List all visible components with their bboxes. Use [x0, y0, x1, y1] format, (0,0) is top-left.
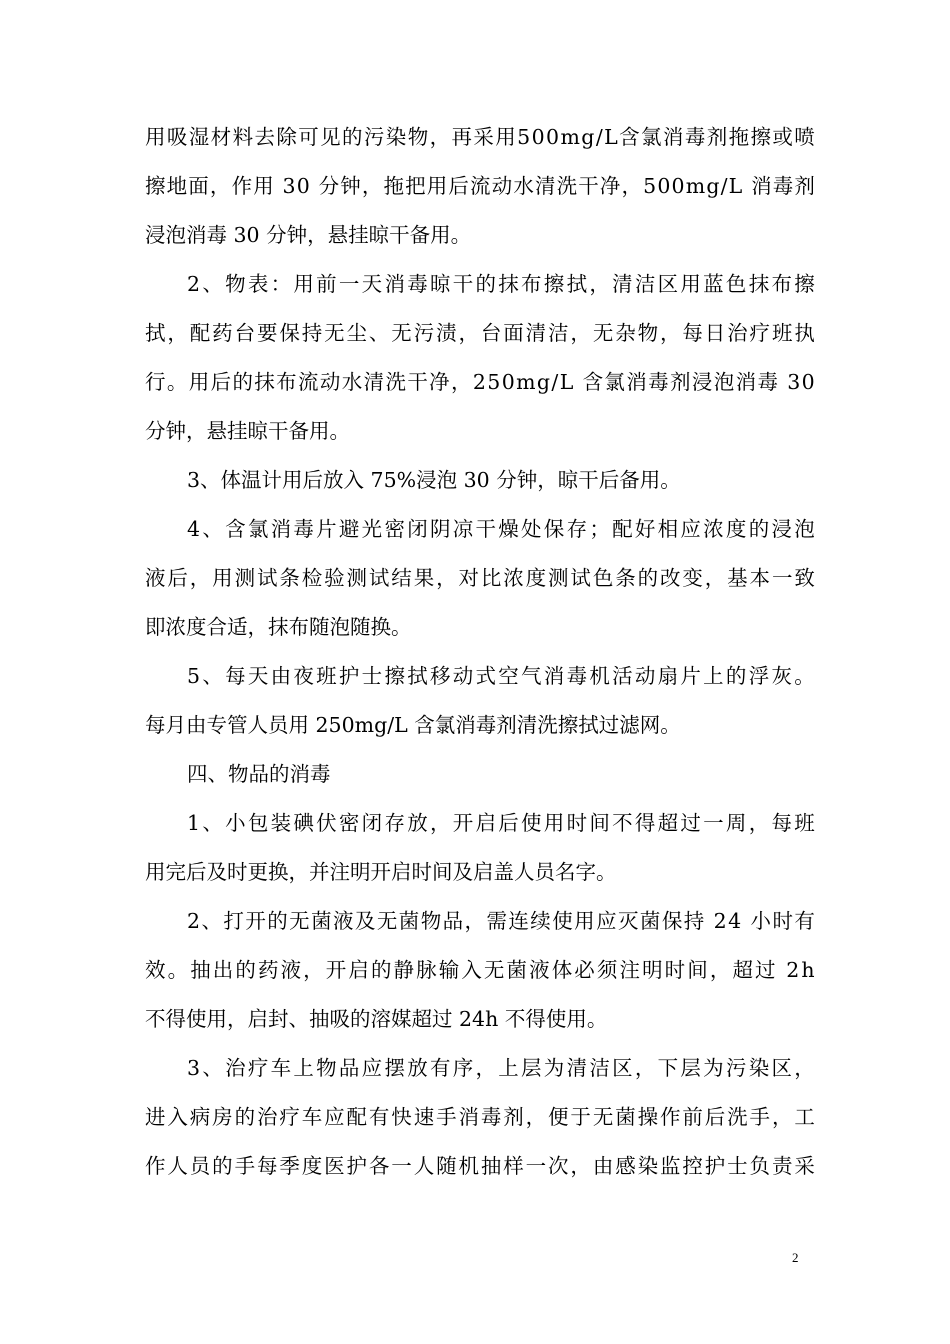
text-line: 行 。 用 后 的 抹 布 流 动 水 清 洗 干 净 ， 2 5 0 m g / L 含 氯 消 毒 剂 浸 泡 消 毒 3 0	[145, 370, 815, 394]
text-line: 四、物品的消毒	[187, 762, 331, 786]
text-line: 2 、 物 表 ： 用 前 一 天 消 毒 晾 干 的 抹 布 擦 拭 ， 清 洁 区 用 蓝 色 抹 布 擦	[187, 272, 815, 296]
text-line: 5 、 每 天 由 夜 班 护 士 擦 拭 移 动 式 空 气 消 毒 机 活 动 扇 片 上 的 浮 灰 。	[187, 664, 815, 688]
text-line: 拭 ， 配 药 台 要 保 持 无 尘 、 无 污 渍 ， 台 面 清 洁 ， 无 杂 物 ， 每 日 治 疗 班 执	[145, 321, 815, 345]
text-line: 3、体温计用后放入 75%浸泡 30 分钟，晾干后备用。	[187, 468, 681, 492]
text-line: 2 、 打 开 的 无 菌 液 及 无 菌 物 品 ， 需 连 续 使 用 应 灭 菌 保 持 2 4 小 时 有	[187, 909, 815, 933]
text-line: 进 入 病 房 的 治 疗 车 应 配 有 快 速 手 消 毒 剂 ， 便 于 无 菌 操 作 前 后 洗 手 ， 工	[145, 1105, 815, 1129]
text-line: 液 后 ， 用 测 试 条 检 验 测 试 结 果 ， 对 比 浓 度 测 试 色 条 的 改 变 ， 基 本 一 致	[145, 566, 815, 590]
text-line: 4 、 含 氯 消 毒 片 避 光 密 闭 阴 凉 干 燥 处 保 存 ； 配 好 相 应 浓 度 的 浸 泡	[187, 517, 815, 541]
page-number: 2	[792, 1250, 799, 1265]
text-line: 3 、 治 疗 车 上 物 品 应 摆 放 有 序 ， 上 层 为 清 洁 区 ， 下 层 为 污 染 区 ，	[187, 1056, 815, 1080]
text-line: 1 、 小 包 装 碘 伏 密 闭 存 放 ， 开 启 后 使 用 时 间 不 得 超 过 一 周 ， 每 班	[187, 811, 815, 835]
text-line: 作 人 员 的 手 每 季 度 医 护 各 一 人 随 机 抽 样 一 次 ， 由 感 染 监 控 护 士 负 责 采	[145, 1154, 815, 1178]
text-line: 不得使用，启封、抽吸的溶媒超过 24h 不得使用。	[145, 1007, 608, 1031]
body-text	[145, 113, 815, 1191]
text-line: 擦 地 面 ， 作 用 3 0 分 钟 ， 拖 把 用 后 流 动 水 清 洗 干 净 ， 5 0 0 m g / L 消 毒 剂	[145, 174, 815, 198]
text-line: 效 。 抽 出 的 药 液 ， 开 启 的 静 脉 输 入 无 菌 液 体 必 须 注 明 时 间 ， 超 过 2 h	[145, 958, 815, 982]
text-line: 用 吸 湿 材 料 去 除 可 见 的 污 染 物 ， 再 采 用 5 0 0 m g / L 含 氯 消 毒 剂 拖 擦 或 喷	[145, 125, 815, 149]
text-line: 分钟，悬挂晾干备用。	[145, 419, 350, 443]
text-line: 浸泡消毒 30 分钟，悬挂晾干备用。	[145, 223, 472, 247]
text-line: 每月由专管人员用 250mg/L 含氯消毒剂清洗擦拭过滤网。	[145, 713, 681, 737]
text-line: 即浓度合适，抹布随泡随换。	[145, 615, 412, 639]
text-line: 用完后及时更换，并注明开启时间及启盖人员名字。	[145, 860, 617, 884]
